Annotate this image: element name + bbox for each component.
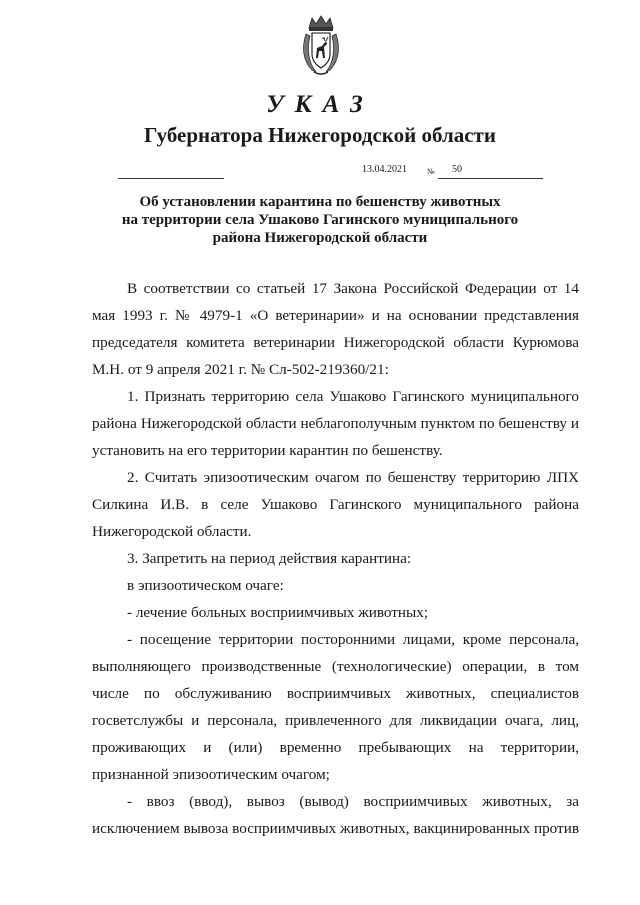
- number-line: [438, 178, 543, 179]
- sub-heading: в эпизоотическом очаге:: [127, 577, 284, 594]
- document-type-title: УКАЗ: [266, 91, 374, 118]
- issuer-title: Губернатора Нижегородской области: [144, 123, 496, 147]
- signature-line: [118, 178, 224, 179]
- list-item: - ввоз (ввод), вывоз (вывод) восприимчивых животных, за исключением вывоза восприимчивых животных, вакцинированных против: [92, 793, 579, 837]
- list-item: - посещение территории посторонними лицами, кроме персонала, выполняющего производственные (технологические) операции, в том числе по обслуживанию восприимчивых животных, специалистов госветслужбы и персонала, привлеченного для ликвидации очага, лиц, проживающих и (или) временно пребывающих на территории, признанной эпизоотическим очагом;: [92, 631, 579, 783]
- document-body: [92, 275, 579, 842]
- subject-line: района Нижегородской области: [212, 230, 428, 246]
- item-3-paragraph: 3. Запретить на период действия карантина:: [127, 550, 412, 567]
- document-subject: [100, 193, 540, 247]
- document-date: 13.04.2021: [362, 164, 407, 175]
- number-label: №: [427, 167, 435, 176]
- subject-line: Об установлении карантина по бешенству животных: [139, 194, 501, 210]
- preamble-paragraph: В соответствии со статьей 17 Закона Российской Федерации от 14 мая 1993 г. № 4979-1 «О ветеринарии» и на основании представления председателя комитета ветеринарии Нижегородской области Курюмова М.Н. от 9 апреля 2021 г. № Сл-502-219360/21:: [92, 280, 579, 378]
- coat-of-arms-icon: [300, 14, 342, 76]
- document-number: 50: [452, 164, 462, 175]
- list-item: - лечение больных восприимчивых животных;: [127, 604, 429, 621]
- item-2-paragraph: 2. Считать эпизоотическим очагом по бешенству территорию ЛПХ Силкина И.В. в селе Ушаково Гагинского муниципального района Нижегородской области.: [92, 469, 579, 540]
- subject-line: на территории села Ушаково Гагинского муниципального: [121, 212, 519, 228]
- item-1-paragraph: 1. Признать территорию села Ушаково Гагинского муниципального района Нижегородской области неблагополучным пунктом по бешенству и установить на его территории карантин по бешенству.: [92, 388, 579, 459]
